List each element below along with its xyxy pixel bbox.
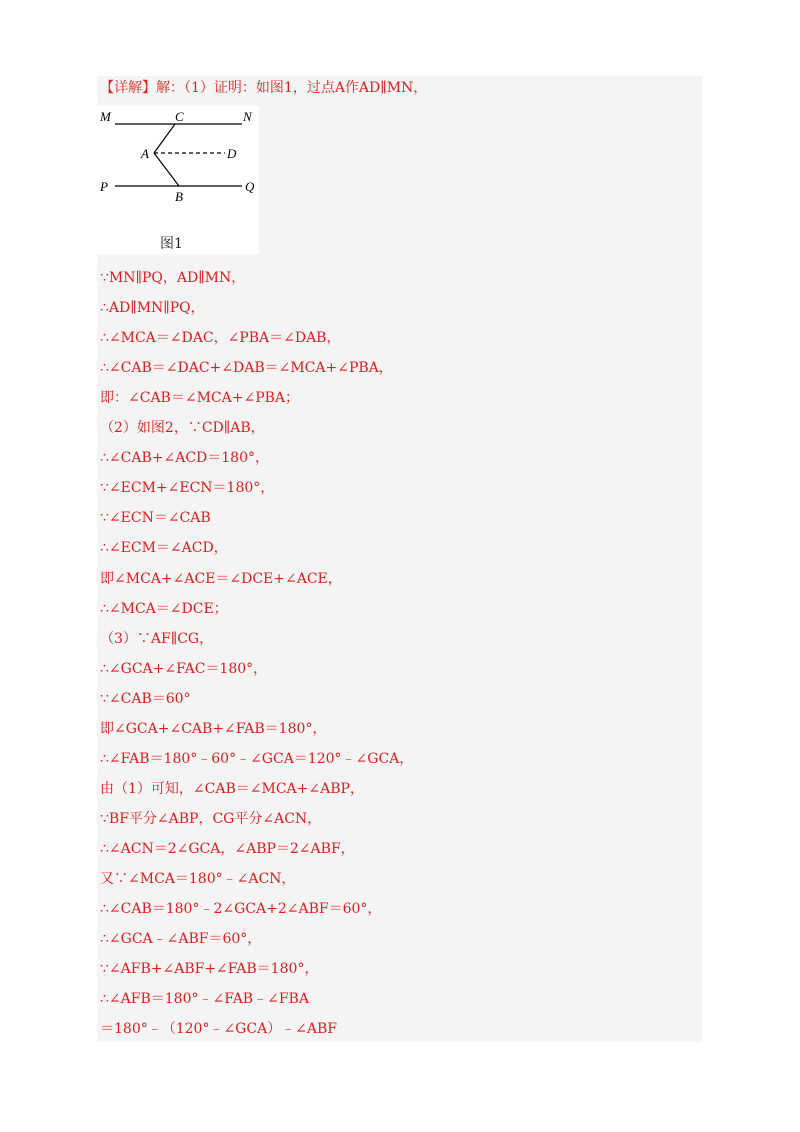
- solution-line: ∴∠AFB＝180°﹣∠FAB﹣∠FBA: [100, 991, 309, 1008]
- solution-line: ∵BF平分∠ABP，CG平分∠ACN，: [100, 810, 322, 827]
- solution-line: ＝180°﹣（120°﹣∠GCA）﹣∠ABF: [100, 1021, 338, 1038]
- solution-line: 即：∠CAB＝∠MCA+∠PBA；: [100, 390, 300, 407]
- solution-line: ∴∠FAB＝180°﹣60°﹣∠GCA＝120°﹣∠GCA，: [100, 750, 414, 767]
- solution-line: ∵∠ECM+∠ECN＝180°，: [100, 480, 275, 497]
- solution-line: 即∠GCA+∠CAB+∠FAB＝180°，: [100, 720, 327, 737]
- solution-line: ∴∠GCA﹣∠ABF＝60°，: [100, 931, 262, 948]
- geometry-diagram: [97, 106, 259, 254]
- label-N: N: [243, 109, 252, 124]
- label-D: D: [227, 146, 237, 161]
- label-Q: Q: [245, 179, 255, 194]
- solution-line: ∴∠ACN＝2∠GCA，∠ABP＝2∠ABF，: [100, 840, 355, 857]
- label-B: B: [175, 189, 183, 204]
- solution-line: ∵∠ECN＝∠CAB: [100, 510, 211, 527]
- header-text: 解：（1）证明：如图1，过点A作AD∥MN，: [156, 80, 428, 96]
- solution-line: ∴∠CAB＝∠DAC+∠DAB＝∠MCA+∠PBA，: [100, 360, 393, 377]
- figure-1: [97, 106, 259, 254]
- solution-line: ∴∠CAB+∠ACD＝180°，: [100, 450, 269, 467]
- solution-line: ∴AD∥MN∥PQ，: [100, 300, 205, 317]
- solution-line: ∵∠AFB+∠ABF+∠FAB＝180°，: [100, 961, 319, 978]
- solution-line: 即∠MCA+∠ACE＝∠DCE+∠ACE，: [100, 570, 342, 587]
- solution-line: ∴∠GCA+∠FAC＝180°，: [100, 660, 268, 677]
- label-C: C: [175, 109, 184, 124]
- figure-caption: 图1: [160, 236, 183, 252]
- solution-line: ∴∠ECM＝∠ACD，: [100, 540, 228, 557]
- solution-line: ∵MN∥PQ，AD∥MN，: [100, 270, 246, 286]
- solution-line: （3）∵AF∥CG，: [100, 630, 214, 647]
- label-P: P: [100, 179, 108, 194]
- segment-AB: [154, 153, 179, 186]
- solution-line: 又∵∠MCA＝180°﹣∠ACN，: [100, 871, 296, 887]
- solution-line: 由（1）可知，∠CAB＝∠MCA+∠ABP，: [100, 780, 364, 797]
- solution-header: [100, 78, 427, 98]
- solution-line: ∴∠MCA＝∠DAC，∠PBA＝∠DAB，: [100, 330, 341, 347]
- label-M: M: [100, 109, 111, 124]
- detail-label: 【详解】: [100, 80, 156, 96]
- solution-line: ∵∠CAB＝60°: [100, 690, 191, 707]
- solution-line: ∴∠CAB＝180°﹣2∠GCA+2∠ABF＝60°，: [100, 901, 382, 918]
- segment-CA: [154, 124, 175, 153]
- solution-line: （2）如图2，∵CD∥AB，: [100, 420, 265, 437]
- label-A: A: [141, 146, 149, 161]
- solution-line: ∴∠MCA＝∠DCE；: [100, 600, 228, 617]
